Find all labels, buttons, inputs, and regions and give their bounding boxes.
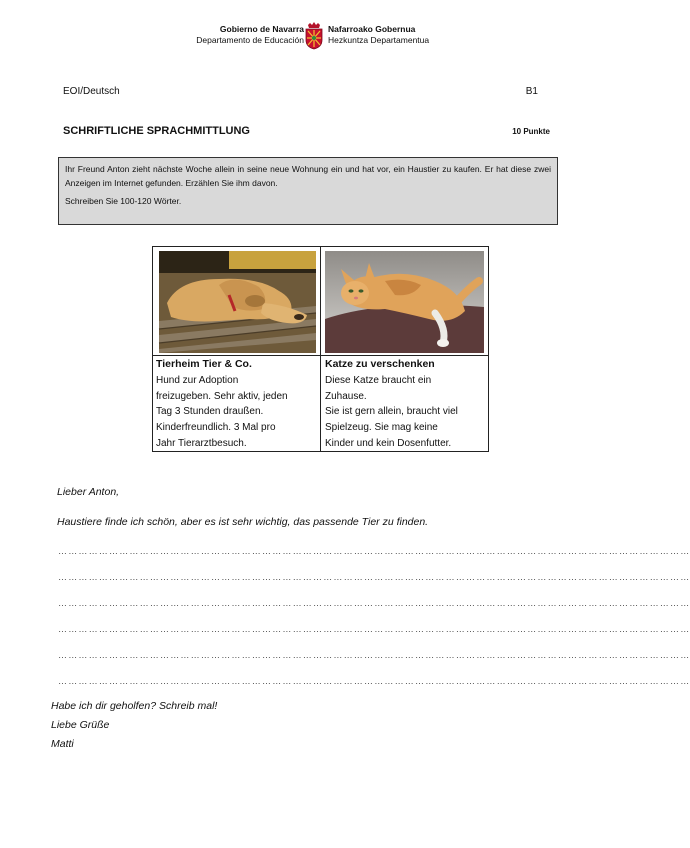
- ad-dog-line: Tag 3 Stunden draußen.: [156, 406, 264, 418]
- ad-dog-line: Kinderfreundlich. 3 Mal pro: [156, 422, 276, 434]
- logo-text-spanish: [196, 24, 304, 46]
- ad-cat-line: Sie ist gern allein, braucht viel: [325, 406, 458, 418]
- letter-closing-greeting: Liebe Grüße: [51, 719, 110, 731]
- writing-line: ……………………………………………………………………………………………………………………………………………………………………: [58, 624, 690, 634]
- ad-cat-line: Zuhause.: [325, 390, 367, 402]
- ad-cat-line: Kinder und kein Dosenfutter.: [325, 437, 452, 449]
- header-logo: [188, 22, 440, 52]
- letter-closing-question: Habe ich dir geholfen? Schreib mal!: [51, 700, 218, 712]
- logo-dept-name-es: Departamento de Educación: [196, 35, 304, 45]
- ad-dog-line: Hund zur Adoption: [156, 374, 239, 386]
- ad-cat-line: Spielzeug. Sie mag keine: [325, 422, 438, 434]
- writing-line: ……………………………………………………………………………………………………………………………………………………………………: [58, 546, 690, 556]
- task-box: [58, 157, 558, 225]
- letter-greeting: Lieber Anton,: [57, 486, 120, 498]
- level-label: B1: [525, 86, 538, 97]
- logo-gov-name-es: Gobierno de Navarra: [219, 24, 304, 34]
- ad-cat-line: Diese Katze braucht ein: [325, 374, 432, 386]
- ad-cat-heading: Katze zu verschenken: [325, 358, 435, 370]
- letter-opening: Haustiere finde ich schön, aber es ist sehr wichtig, das passende Tier zu finden.: [57, 516, 429, 528]
- logo-text-basque: [328, 24, 429, 46]
- letter-signature: Matti: [51, 738, 74, 750]
- sleeping-dog-photo: [159, 251, 316, 353]
- ads-table: [152, 246, 489, 452]
- lying-cat-photo: [325, 251, 484, 353]
- navarra-coat-of-arms-icon: [304, 22, 324, 50]
- task-instruction: Schreiben Sie 100-120 Wörter.: [65, 196, 182, 206]
- logo-gov-name-eu: Nafarroako Gobernua: [328, 24, 416, 34]
- ad-dog-line: freizugeben. Sehr aktiv, jeden: [156, 390, 288, 402]
- writing-line: ……………………………………………………………………………………………………………………………………………………………………: [58, 650, 690, 660]
- writing-line: ……………………………………………………………………………………………………………………………………………………………………: [58, 598, 690, 608]
- writing-line: ……………………………………………………………………………………………………………………………………………………………………: [58, 572, 690, 582]
- logo-dept-name-eu: Hezkuntza Departamentua: [328, 35, 430, 45]
- ad-dog: [156, 357, 318, 452]
- ad-dog-line: Jahr Tierarztbesuch.: [156, 437, 247, 449]
- course-label: EOI/Deutsch: [63, 86, 120, 97]
- task-description: Ihr Freund Anton zieht nächste Woche allein in seine neue Wohnung ein und hat vor, ein Haustier zu kaufen. Er hat diese zwei Anzeigen im Internet gefunden. Erzählen Sie ihm davon.: [65, 164, 551, 188]
- ad-cat: [325, 357, 487, 452]
- writing-line: ……………………………………………………………………………………………………………………………………………………………………: [58, 676, 690, 686]
- ads-row-divider: [153, 355, 488, 356]
- ad-dog-heading: Tierheim Tier & Co.: [156, 358, 252, 370]
- ads-column-divider: [320, 247, 321, 451]
- page-title: SCHRIFTLICHE SPRACHMITTLUNG: [63, 125, 250, 137]
- points-label: 10 Punkte: [512, 127, 550, 136]
